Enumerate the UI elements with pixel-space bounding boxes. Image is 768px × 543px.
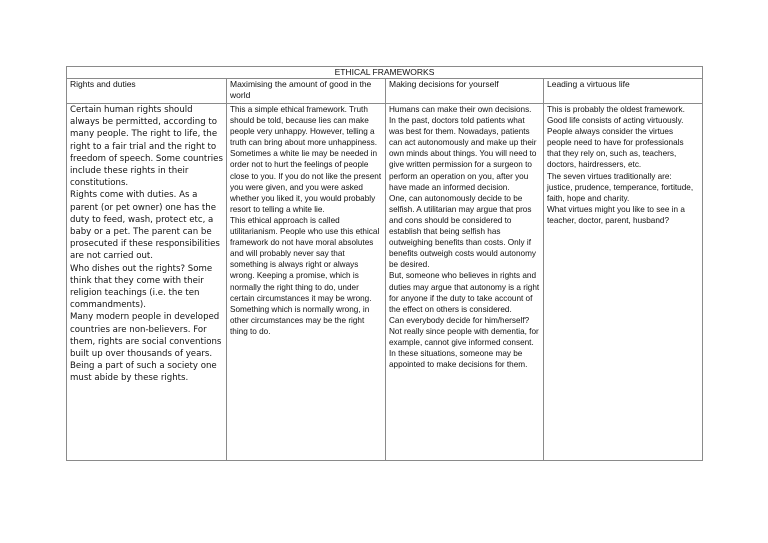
maximising-good-cell	[227, 104, 386, 461]
paragraph: This a simple ethical framework. Truth should be told, because lies can make people very unhappy. However, telling a truth can bring about more unhappiness.	[230, 105, 378, 148]
paragraph: This ethical approach is called utilitarianism. People who use this ethical framework do not have moral absolutes and will probably never say that something is always right or always wrong. Keeping a promise, which is normally the right thing to do, under certain circumstances it may be wrong. Something which is normally wrong, in other circumstances may be the right thing to do.	[230, 215, 380, 336]
paragraph: Certain human rights should always be permitted, according to many people. The right to life, the right to a fair trial and the right to freedom of speech. Some countries include these rights in their constitutions.	[70, 105, 223, 189]
paragraph: The seven virtues traditionally are: justice, prudence, temperance, fortitude, faith, hope and charity.	[547, 171, 694, 203]
header-rights-and-duties: Rights and duties	[67, 79, 227, 104]
header-maximising-good: Maximising the amount of good in the world	[227, 79, 386, 104]
content-row	[67, 104, 703, 461]
paragraph: Many modern people in developed countries are non-believers. For them, rights are social conventions built up over thousands of years. Being a part of such a society one must abide by these rights.	[70, 312, 222, 384]
header-making-decisions: Making decisions for yourself	[386, 79, 544, 104]
title-row	[67, 67, 703, 79]
header-virtuous-life: Leading a virtuous life	[544, 79, 703, 104]
virtuous-life-cell	[544, 104, 703, 461]
header-row	[67, 79, 703, 104]
paragraph: One, can autonomously decide to be selfish. A utilitarian may argue that pros and cons should be considered to establish that being selfish has outweighing benefits than costs. Only if benefits outweigh costs would autonomy be desired.	[389, 193, 537, 270]
paragraph: Rights come with duties. As a parent (or pet owner) one has the duty to feed, wash, protect etc, a baby or a pet. The parent can be prosecuted if these responsibilities are not carried out.	[70, 190, 220, 262]
paragraph: This is probably the oldest framework. Good life consists of acting virtuously. People always consider the virtues people need to have for professionals that they rely on, such as, teachers, doctors, hairdressers, etc.	[547, 105, 685, 170]
paragraph: What virtues might you like to see in a teacher, doctor, parent, husband?	[547, 204, 685, 225]
ethical-frameworks-table	[66, 66, 703, 461]
paragraph: Sometimes a white lie may be needed in order not to hurt the feelings of people close to you. If you do not like the present you were given, and you were asked whether you liked it, you would probably resort to telling a white lie.	[230, 149, 382, 214]
paragraph: Can everybody decide for him/herself? Not really since people with dementia, for example, cannot give informed consent. In these situations, someone may be appointed to make decisions for them.	[389, 315, 539, 370]
rights-and-duties-cell	[67, 104, 227, 461]
paragraph: Humans can make their own decisions. In the past, doctors told patients what was best for them. Nowadays, patients can act autonomously and make up their own minds about things. You will need to give written permission for a surgeon to perform an operation on you, after you have made an informed decision.	[389, 105, 537, 192]
making-decisions-cell	[386, 104, 544, 461]
paragraph: But, someone who believes in rights and duties may argue that autonomy is a right for anyone if the duty to take account of the effect on others is considered.	[389, 271, 540, 314]
table-title: ETHICAL FRAMEWORKS	[67, 67, 703, 79]
paragraph: Who dishes out the rights? Some think that they come with their religion teachings (i.e. the ten commandments).	[70, 263, 213, 311]
